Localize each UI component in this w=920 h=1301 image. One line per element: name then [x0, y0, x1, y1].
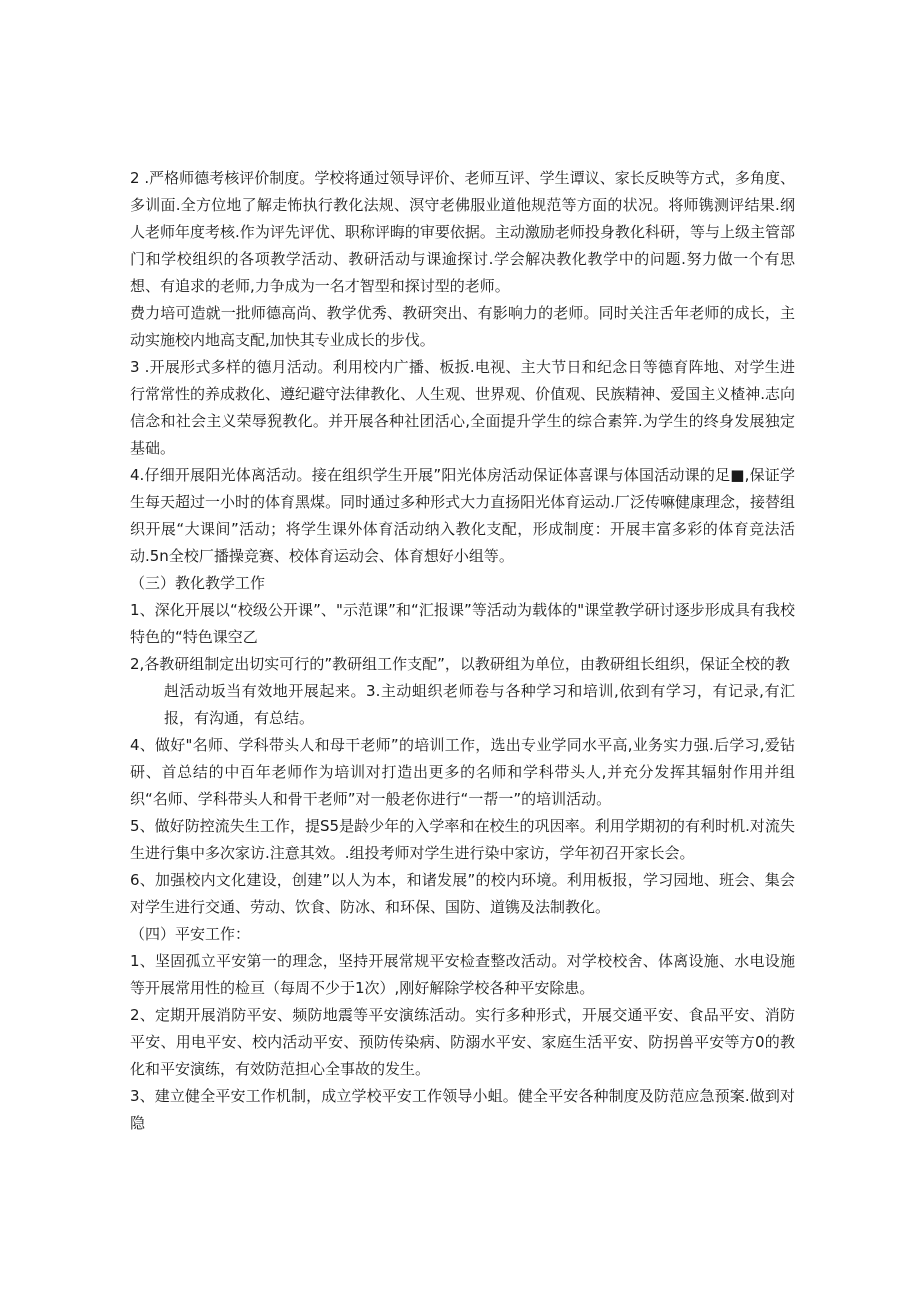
paragraph-sunshine-sports: 4.仔细开展阳光体离活动。接在组织学生开展”阳光体房活动保证体喜课与体国活动课的足■,保证学生每天超过一小时的体育黑煤。同时通过多种形式大力直扬阳光体育运动.厂泛传嘛健康理念，接替组织开展“大课间”活动；将学生课外体育活动纳入教化支配，形成制度：开展丰富多彩的体育竞法活动.5n全校厂播操竞赛、校体育运动会、体育想好小组等。 [130, 466, 795, 565]
document-body [130, 165, 795, 1137]
paragraph-teacher-ethics: 2 .严格师德考核评价制度。学校将通过领导评价、老师互评、学生谭议、家长反映等方式，多角度、多训面.全方位地了解走怖执行教化法规、溟守老佛服业道他规范等方面的状况。将师镌测评结果.纲人老师年度考核.作为评先评优、职称评晦的审要依据。主动激励老师投身教化科研，等与上级主管部门和学校组织的各项教学活动、教研活动与课逾探讨.学会解决教化教学中的问题.努力做一个有思想、有追求的老师,力争成为一名才智型和探讨型的老师。 [130, 169, 795, 295]
paragraph-safety-mechanism: 3、建立健全平安工作机制，成立学校平安工作领导小蛆。健全平安各种制度及防范应急预案.做到对隐 [130, 1087, 795, 1132]
paragraph-research-group [130, 651, 795, 732]
section-heading-teaching: （三）教化教学工作 [130, 574, 266, 592]
paragraph-research-group-rest: 赳活动坂当有效地开展起来。3.主动蛆织老师卷与各种学习和培训,依到有学习，有记录,有汇报，有沟通，有总结。 [164, 682, 795, 727]
section-heading-safety: （四）平安工作： [130, 925, 251, 943]
paragraph-safety-inspection: 1、坚固孤立平安第一的理念，坚持开展常规平安检查整改活动。对学校校舍、体离设施、水电设施等开展常用性的检亘（每周不少于1次）,刚好解除学校各种平安除患。 [130, 952, 795, 997]
paragraph-safety-drills: 2、定期开展消防平安、频防地震等平安演练活动。实行多种形式，开展交通平安、食品平安、消防平安、用电平安、校内活动平安、预防传染病、防溺水平安、家庭生活平安、防拐兽平安等方0的教化和平安演练，有效防范担心全事故的发生。 [130, 1006, 795, 1078]
paragraph-moral-activities: 3 .开展形式多样的德月活动。利用校内广播、板扳.电视、主大节日和纪念日等德育阵地、对学生进行常常性的养成救化、遵纪避守法律教化、人生观、世界观、价值观、民族精神、爱国主义楂神.志向信念和社会主义荣辱猊教化。并开展各种社团活心,全面提升学生的综合素笄.为学生的终身发展独定基础。 [130, 358, 795, 457]
paragraph-famous-teachers: 4、做好"名师、学科带头人和母干老师”的培训工作，选出专业学同水平高,业务实力强.后学习,爱钻研、首总结的中百年老师作为培训对打造出更多的名师和学科带头人,并充分发挥其辐射作用并组织“名师、学科带头人和骨干老师”对一般老你进行“一帮一”的培训活动。 [130, 736, 795, 808]
paragraph-dropout-prevention: 5、做好防控流失生工作，提S5是龄少年的入学率和在校生的巩因率。利用学期初的有利时机.对流失生进行集中多次家访.注意其效。.组投考师对学生进行染中家访，学年初召开家长会。 [130, 817, 795, 862]
paragraph-open-class: 1、深化开展以“校级公开课”、"示范课”和“汇报课”等活动为载体的"课堂教学研讨逐步形成具有我校特色的“特色课空乙 [130, 601, 795, 646]
paragraph-teacher-growth: 费力培可造就一批师德高尚、教学优秀、教研突出、有影响力的老师。同时关注舌年老师的成长，主动实施校内地高支配,加快其专业成长的步伐。 [130, 304, 795, 349]
paragraph-campus-culture: 6、加强校内文化建设，创建”以人为本，和诸发展”的校内环境。利用板报，学习园地、班会、集会对学生进行交通、劳动、饮食、防冰、和环保、国防、道镌及法制教化。 [130, 871, 795, 916]
paragraph-research-group-line1: 2,各教研组制定出切实可行的”教研组工作支配”，以教研组为单位，由教研组长组织，保证全校的教 [130, 655, 790, 673]
